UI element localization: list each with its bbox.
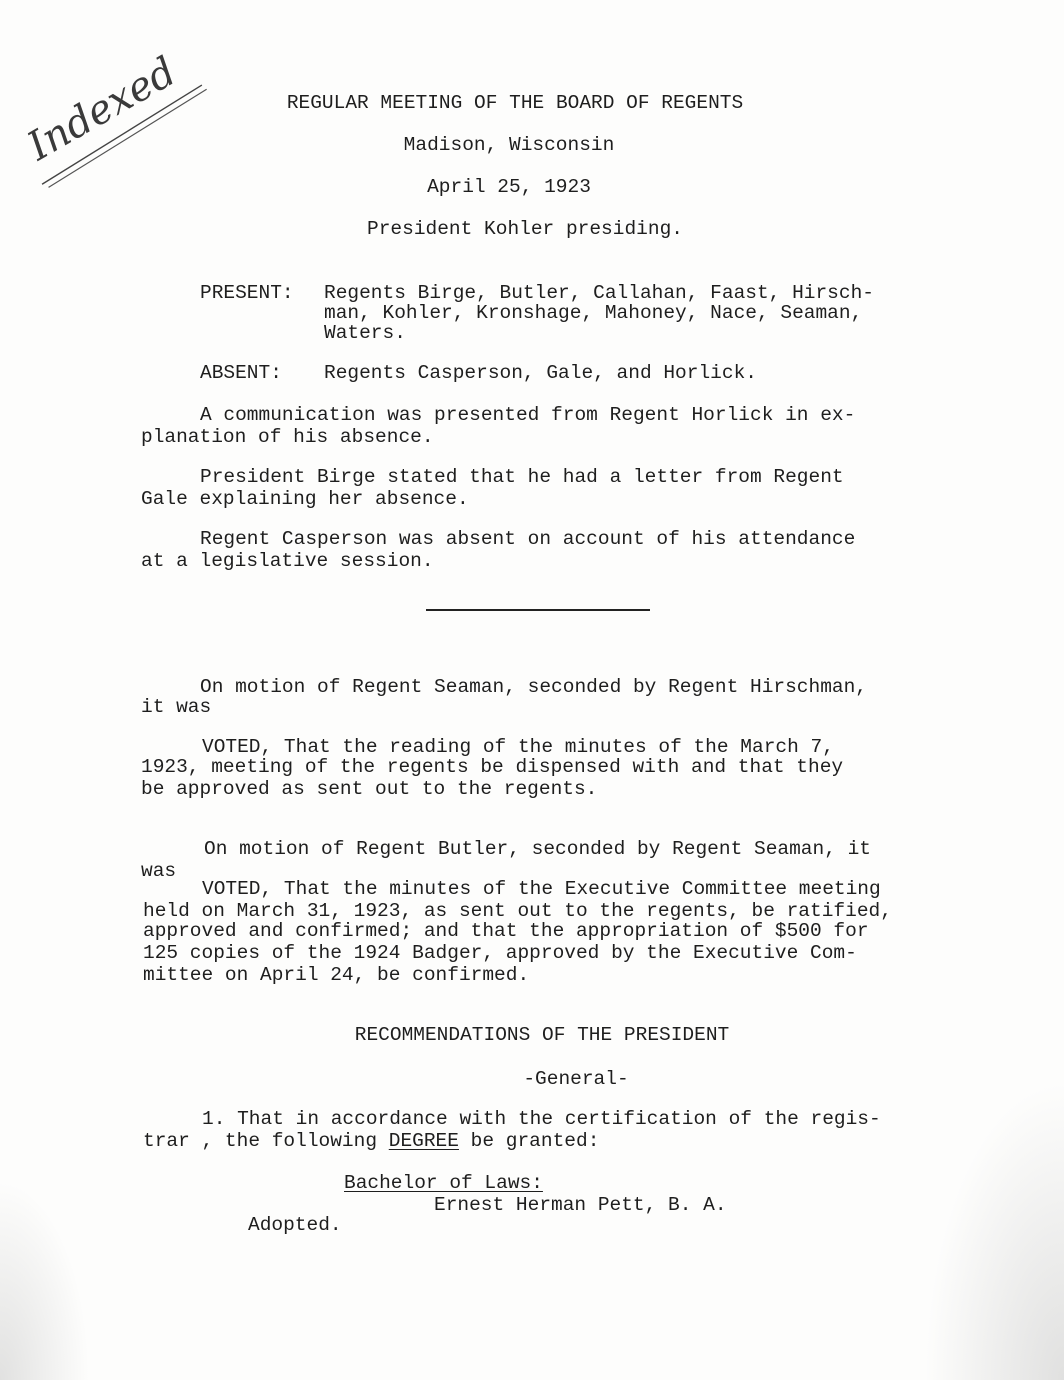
indexed-handwritten-mark (20, 30, 268, 260)
present-line: Waters. (324, 322, 406, 344)
recommendation-item-line (143, 1130, 599, 1152)
section-divider (426, 609, 650, 611)
absent-label: ABSENT: (200, 362, 282, 384)
voted-line: approved and confirmed; and that the appropriation of $500 for (143, 920, 869, 942)
meeting-date: April 25, 1923 (427, 176, 591, 198)
degree-word: DEGREE (388, 1130, 459, 1152)
motion-line: On motion of Regent Butler, seconded by Regent Seaman, it (204, 838, 872, 860)
paragraph-line: A communication was presented from Regent Horlick in ex- (200, 404, 856, 426)
degree-type: Bachelor of Laws: (344, 1172, 543, 1194)
recommendations-heading: RECOMMENDATIONS OF THE PRESIDENT (354, 1024, 730, 1046)
motion-line: it was (141, 696, 212, 718)
voted-line: 1923, meeting of the regents be dispensed with and that they (141, 756, 844, 778)
meeting-place: Madison, Wisconsin (403, 134, 615, 156)
presiding-officer: President Kohler presiding. (367, 218, 683, 240)
scan-shading-right (924, 1080, 1064, 1380)
voted-line: mittee on April 24, be confirmed. (143, 964, 530, 986)
voted-line: 125 copies of the 1924 Badger, approved by the Executive Com- (143, 942, 857, 964)
adopted-result: Adopted. (248, 1214, 342, 1236)
paragraph-line: President Birge stated that he had a letter from Regent (200, 466, 844, 488)
absent-text: Regents Casperson, Gale, and Horlick. (324, 362, 757, 384)
present-line: man, Kohler, Kronshage, Mahoney, Nace, Seaman, (324, 302, 863, 324)
motion-line: On motion of Regent Seaman, seconded by Regent Hirschman, (200, 676, 868, 698)
voted-line: VOTED, That the minutes of the Executive Committee meeting (202, 878, 881, 900)
graduate-name: Ernest Herman Pett, B. A. (434, 1194, 727, 1216)
paragraph-line: Regent Casperson was absent on account of his attendance (200, 528, 856, 550)
general-subheading: -General- (523, 1068, 629, 1090)
paragraph-line: Gale explaining her absence. (141, 488, 469, 510)
voted-line: VOTED, That the reading of the minutes of the March 7, (202, 736, 834, 758)
item-text: trar , the following (143, 1130, 389, 1152)
scan-shading-left (0, 1180, 90, 1380)
voted-line: be approved as sent out to the regents. (141, 778, 598, 800)
motion-line: was (141, 860, 177, 882)
present-label: PRESENT: (200, 282, 294, 304)
present-line: Regents Birge, Butler, Callahan, Faast, Hirsch- (324, 282, 874, 304)
meeting-title: REGULAR MEETING OF THE BOARD OF REGENTS (286, 92, 744, 114)
paragraph-line: at a legislative session. (141, 550, 434, 572)
indexed-mark-text: Indexed (20, 48, 184, 170)
voted-line: held on March 31, 1923, as sent out to the regents, be ratified, (143, 900, 892, 922)
paragraph-line: planation of his absence. (141, 426, 434, 448)
item-text: be granted: (458, 1130, 600, 1152)
recommendation-item-line: 1. That in accordance with the certification of the regis- (202, 1108, 881, 1130)
